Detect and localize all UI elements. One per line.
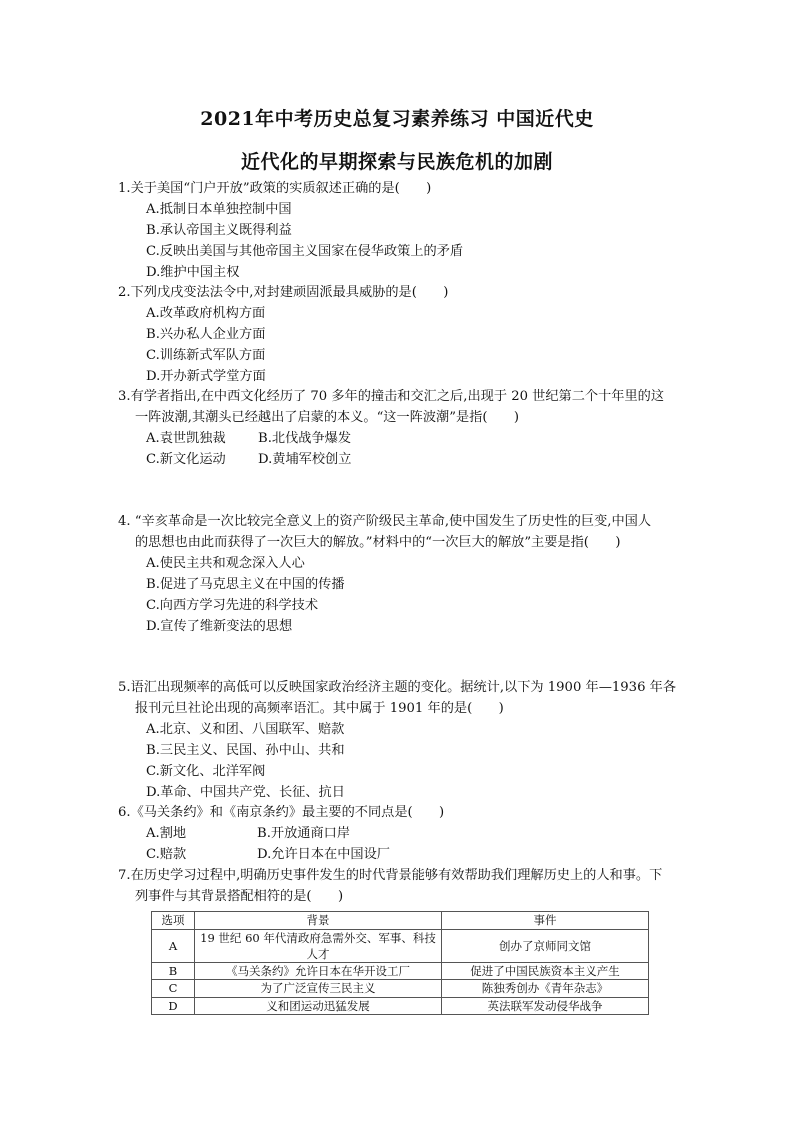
table-header-row — [152, 912, 649, 930]
question-6 — [118, 802, 708, 865]
option-d: D.维护中国主权 — [146, 265, 240, 280]
table-cell: 19 世纪 60 年代清政府急需外交、军事、科技人才 — [195, 929, 442, 962]
table-cell: 促进了中国民族资本主义产生 — [442, 962, 649, 980]
option-c: C.赔款 — [146, 847, 187, 862]
table-row — [152, 980, 649, 998]
option-a: A.改革政府机构方面 — [146, 306, 266, 321]
option-d: D.革命、中国共产党、长征、抗日 — [146, 785, 345, 800]
option-c: C.向西方学习先进的科学技术 — [146, 598, 319, 613]
option-b: B.兴办私人企业方面 — [146, 327, 266, 342]
options-row — [118, 449, 708, 470]
table-cell: 《马关条约》允许日本在华开设工厂 — [195, 962, 442, 980]
options-row — [118, 844, 708, 865]
option-b: B.三民主义、民国、孙中山、共和 — [146, 743, 345, 758]
table-cell: 创办了京师同文馆 — [442, 929, 649, 962]
option-a: A.割地 — [146, 826, 187, 841]
question-stem-line-2: 一阵波潮,其潮头已经越出了启蒙的本义。“这一阵波潮”是指( ) — [135, 410, 520, 425]
question-stem-line-2: 列事件与其背景搭配相符的是( ) — [135, 889, 344, 904]
question-stem-line-2: 报刊元旦社论出现的高频率语汇。其中属于 1901 年的是( ) — [135, 701, 504, 716]
question-stem-line-1: 3.有学者指出,在中西文化经历了 70 多年的撞击和交汇之后,出现于 20 世纪第二个十年里的这 — [118, 389, 665, 404]
table-row — [152, 962, 649, 980]
option-d: D.宣传了维新变法的思想 — [146, 619, 293, 634]
option-a: A.袁世凯独裁 — [146, 431, 226, 446]
option-c: C.新文化、北洋军阀 — [146, 764, 266, 779]
section-title: 近代化的早期探索与民族危机的加剧 — [240, 151, 553, 173]
option-a: A.抵制日本单独控制中国 — [146, 202, 292, 217]
question-5 — [118, 677, 708, 803]
option-a: A.北京、义和团、八国联军、赔款 — [146, 722, 345, 737]
table-header: 事件 — [442, 912, 649, 930]
option-c: C.新文化运动 — [146, 452, 226, 467]
option-d: D.开办新式学堂方面 — [146, 369, 266, 384]
table-cell: 为了广泛宣传三民主义 — [195, 980, 442, 998]
options-row — [118, 823, 708, 844]
table-cell: 义和团运动迅猛发展 — [195, 997, 442, 1015]
table-cell: C — [152, 980, 195, 998]
table-cell: A — [152, 929, 195, 962]
question-stem-line-1: 7.在历史学习过程中,明确历史事件发生的时代背景能够有效帮助我们理解历史上的人和事。下 — [118, 868, 663, 883]
option-c: C.反映出美国与其他帝国主义国家在侵华政策上的矛盾 — [146, 244, 464, 259]
option-a: A.使民主共和观念深入人心 — [146, 556, 305, 571]
table-row — [152, 929, 649, 962]
table-cell: 英法联军发动侵华战争 — [442, 997, 649, 1015]
table-cell: 陈独秀创办《青年杂志》 — [442, 980, 649, 998]
table-header: 选项 — [152, 912, 195, 930]
option-b: B.承认帝国主义既得利益 — [146, 223, 292, 238]
option-d: D.黄埔军校创立 — [258, 452, 352, 467]
table-header: 背景 — [195, 912, 442, 930]
table-cell: B — [152, 962, 195, 980]
question-stem-line-2: 的思想也由此而获得了一次巨大的解放。”材料中的“一次巨大的解放”主要是指( ) — [135, 535, 621, 550]
option-c: C.训练新式军队方面 — [146, 348, 266, 363]
table-row — [152, 997, 649, 1015]
page-title: 2021年中考历史总复习素养练习 中国近代史 — [200, 108, 594, 130]
question-4 — [118, 511, 708, 637]
question-2 — [118, 282, 708, 387]
question-1 — [118, 178, 708, 283]
option-b: B.促进了马克思主义在中国的传播 — [146, 577, 345, 592]
options-table — [151, 911, 649, 1015]
options-row — [118, 428, 708, 449]
question-stem-line-1: 5.语汇出现频率的高低可以反映国家政治经济主题的变化。据统计,以下为 1900 年—1936 年各 — [118, 680, 677, 695]
question-3 — [118, 386, 708, 470]
option-b: B.开放通商口岸 — [257, 826, 351, 841]
question-7 — [118, 865, 708, 907]
table-cell: D — [152, 997, 195, 1015]
question-stem: 1.关于美国“门户开放”政策的实质叙述正确的是( ) — [118, 181, 432, 196]
option-d: D.允许日本在中国设厂 — [257, 847, 390, 862]
option-b: B.北伐战争爆发 — [258, 431, 352, 446]
question-stem: 2.下列戊戌变法法令中,对封建顽固派最具威胁的是( ) — [118, 285, 449, 300]
question-stem: 6.《马关条约》和《南京条约》最主要的不同点是( ) — [118, 805, 445, 820]
question-stem-line-1: 4. “辛亥革命是一次比较完全意义上的资产阶级民主革命,使中国发生了历史性的巨变,中国人 — [118, 514, 652, 529]
